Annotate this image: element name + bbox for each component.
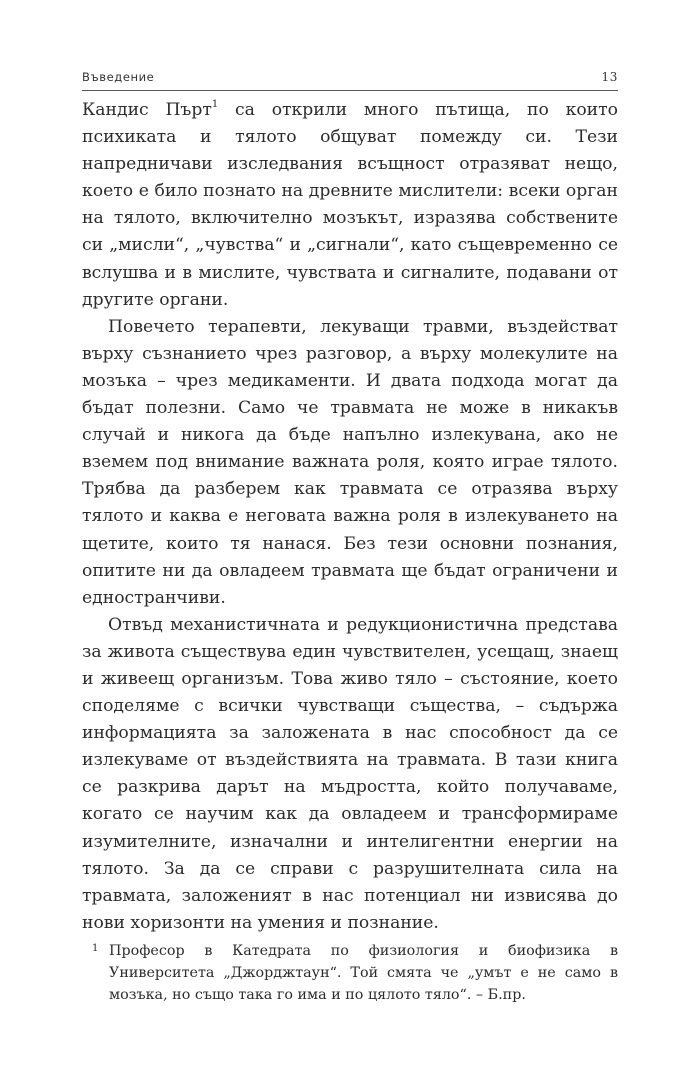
header-rule [82, 90, 618, 91]
footnote-text: Професор в Катедрата по физиология и биофизика в Университета „Джорджтаун“. Той смята че „умът е не само в мозъка, но също така го има и по цялото тяло“. – Б.пр. [109, 943, 618, 1003]
footnote-reference: 1 [211, 99, 219, 110]
page-number: 13 [601, 70, 618, 84]
footnote [82, 940, 618, 1006]
footnote-marker: 1 [92, 943, 99, 954]
running-header [82, 70, 618, 88]
paragraph-3: Отвъд механистичната и редукционистична представа за живота съществува един чувствителен, усещащ, знаещ и живеещ организъм. Това живо тяло – състояние, което споделяме с всички чувстващи същества, – съдържа информацията за заложената в нас способност да се излекуваме от въздействията на травмата. В тази книга се разкрива дарът на мъдростта, който получаваме, когато се научим как да овладеем и трансформираме изумителните, изначални и интелигентни енергии на тялото. За да се справи с разрушителната сила на травмата, заложеният в нас потенциал ни извисява до нови хоризонти на умения и познание. [82, 614, 618, 933]
paragraph-1-start: Кандис Пърт [82, 100, 212, 120]
paragraph-1-rest: са открили много пътища, по които психиката и тялото общуват помежду си. Тези напредничави изследвания всъщност отразяват нещо, което е било познато на древните мислители: всеки орган на тялото, включително мозъкът, изразява собствените си „мисли“, „чувства“ и „сигнали“, като същевременно се вслушва и в мислите, чувствата и сигналите, подавани от другите органи. [82, 100, 618, 310]
paragraph-1 [82, 97, 618, 314]
main-text [82, 97, 618, 937]
chapter-title: Въведение [82, 70, 155, 84]
paragraph-2: Повечето терапевти, лекуващи травми, въздействат върху съзнанието чрез разговор, а върху молекулите на мозъка – чрез медикаменти. И двата подхода могат да бъдат полезни. Само че травмата не може в никакъв случай и никога да бъде напълно излекувана, ако не вземем под внимание важната роля, която играе тялото. Трябва да разберем как травмата се отразява върху тялото и каква е неговата важна роля в излекуването на щетите, които тя нанася. Без тези основни познания, опитите ни да овладеем травмата ще бъдат ограничени и едностранчиви. [82, 316, 618, 608]
